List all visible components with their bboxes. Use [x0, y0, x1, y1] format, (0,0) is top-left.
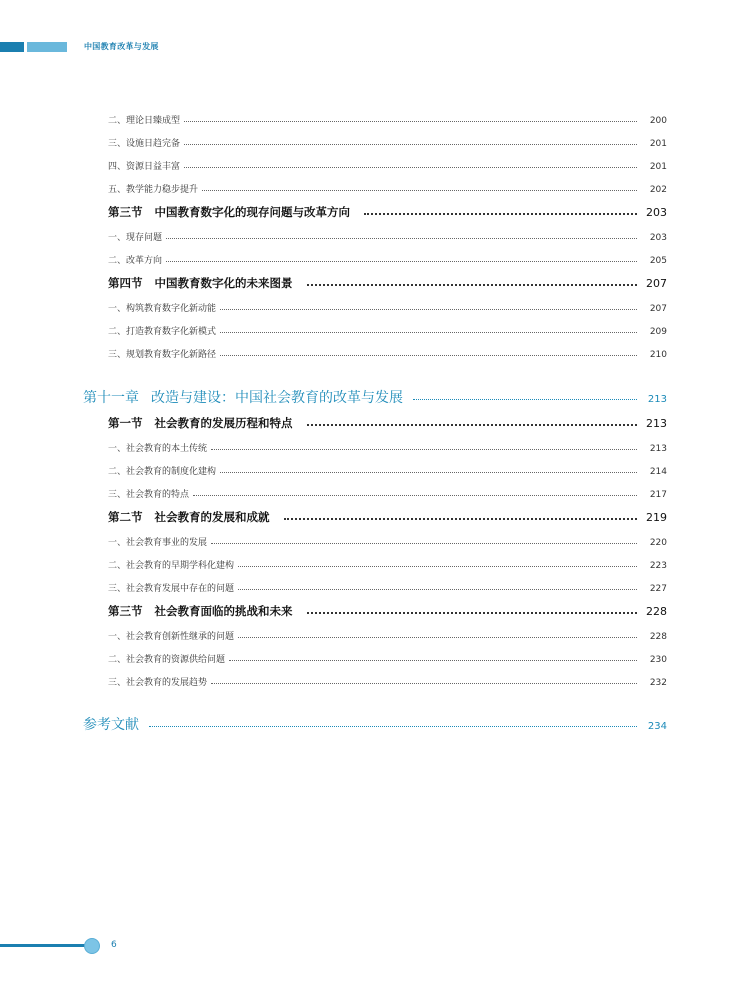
toc-item[interactable]	[108, 487, 667, 500]
toc-item[interactable]	[108, 629, 667, 642]
dot-leader	[307, 284, 638, 286]
toc-item-page: 228	[649, 632, 667, 642]
dot-leader	[211, 543, 637, 544]
section-page: 219	[646, 511, 667, 524]
dot-leader	[149, 726, 637, 727]
toc-item-page: 230	[649, 655, 667, 665]
toc-item-title: 三、社会教育的发展趋势	[108, 678, 208, 688]
dot-leader	[202, 190, 637, 191]
dot-leader	[284, 518, 638, 520]
page-number: 6	[111, 940, 117, 950]
toc-item[interactable]	[108, 301, 667, 314]
section-title: 中国教育数字化的现存问题与改革方向	[154, 205, 350, 219]
toc-item-page: 213	[649, 444, 667, 454]
toc-item-page: 227	[649, 584, 667, 594]
toc-item-title: 三、设施日趋完备	[108, 139, 181, 149]
section-page: 203	[646, 206, 667, 219]
toc-item-title: 一、构筑教育数字化新动能	[108, 304, 217, 314]
toc-item-title: 一、社会教育创新性继承的问题	[108, 632, 235, 642]
dot-leader	[238, 589, 637, 590]
toc-item[interactable]	[108, 652, 667, 665]
toc-item-page: 220	[649, 538, 667, 548]
dot-leader	[364, 213, 637, 215]
dot-leader	[238, 637, 637, 638]
section-label: 第四节	[108, 276, 143, 290]
toc-item-title: 二、社会教育的早期学科化建构	[108, 561, 235, 571]
references-title: 参考文献	[83, 717, 139, 733]
dot-leader	[184, 144, 637, 145]
toc-chapter-11[interactable]	[83, 387, 667, 407]
dot-leader	[211, 449, 637, 450]
toc-item-title: 一、现存问题	[108, 233, 163, 243]
chapter-title: 改造与建设：中国社会教育的改革与发展	[151, 390, 403, 406]
toc-item[interactable]	[108, 230, 667, 243]
toc-section-11-2[interactable]	[108, 509, 667, 525]
toc-item-title: 五、教学能力稳步提升	[108, 185, 199, 195]
section-title: 社会教育的发展历程和特点	[154, 416, 293, 430]
chapter-page: 213	[647, 394, 667, 405]
section-label: 第一节	[108, 416, 143, 430]
toc-references[interactable]	[83, 714, 667, 734]
dot-leader	[229, 660, 637, 661]
toc-section-11-3[interactable]	[108, 603, 667, 619]
dot-leader	[193, 495, 637, 496]
toc-item[interactable]	[108, 535, 667, 548]
toc-item-page: 214	[649, 467, 667, 477]
toc-item-page: 207	[649, 304, 667, 314]
section-label: 第三节	[108, 205, 143, 219]
toc-item[interactable]	[108, 159, 667, 172]
dot-leader	[166, 261, 637, 262]
toc-item-page: 232	[649, 678, 667, 688]
toc-item[interactable]	[108, 558, 667, 571]
toc-section-11-1[interactable]	[108, 415, 667, 431]
chapter-label: 第十一章	[83, 390, 139, 406]
dot-leader	[238, 566, 637, 567]
section-page: 207	[646, 277, 667, 290]
toc-item[interactable]	[108, 675, 667, 688]
toc-item-title: 三、规划教育数字化新路径	[108, 350, 217, 360]
footer-dot-ornament	[84, 938, 100, 954]
section-page: 228	[646, 605, 667, 618]
toc-item-page: 201	[649, 139, 667, 149]
toc-item[interactable]	[108, 324, 667, 337]
toc-item[interactable]	[108, 464, 667, 477]
running-head: 中国教育改革与发展	[84, 42, 159, 51]
toc-item-page: 223	[649, 561, 667, 571]
section-title: 社会教育面临的挑战和未来	[154, 604, 293, 618]
toc-item-title: 三、社会教育发展中存在的问题	[108, 584, 235, 594]
toc-item[interactable]	[108, 136, 667, 149]
dot-leader	[220, 332, 637, 333]
dot-leader	[413, 399, 637, 400]
toc-item-page: 209	[649, 327, 667, 337]
toc-item-title: 一、社会教育事业的发展	[108, 538, 208, 548]
toc-item-page: 205	[649, 256, 667, 266]
toc-item[interactable]	[108, 581, 667, 594]
toc-item-page: 210	[649, 350, 667, 360]
toc-item-title: 二、社会教育的制度化建构	[108, 467, 217, 477]
footer-rule	[0, 944, 88, 947]
section-page: 213	[646, 417, 667, 430]
toc-item-title: 四、资源日益丰富	[108, 162, 181, 172]
header-bar-light-segment	[27, 42, 67, 52]
dot-leader	[184, 121, 637, 122]
toc-item[interactable]	[108, 347, 667, 360]
toc-item-title: 二、改革方向	[108, 256, 163, 266]
dot-leader	[307, 612, 638, 614]
section-label: 第二节	[108, 510, 143, 524]
toc-section-4[interactable]	[108, 275, 667, 291]
toc-item-title: 二、打造教育数字化新模式	[108, 327, 217, 337]
dot-leader	[307, 424, 638, 426]
toc-item[interactable]	[108, 253, 667, 266]
section-title: 社会教育的发展和成就	[154, 510, 270, 524]
toc-item-title: 三、社会教育的特点	[108, 490, 190, 500]
header-color-bar	[0, 42, 70, 56]
dot-leader	[211, 683, 637, 684]
toc-item-title: 二、社会教育的资源供给问题	[108, 655, 226, 665]
toc-item-page: 201	[649, 162, 667, 172]
toc-item-page: 202	[649, 185, 667, 195]
dot-leader	[166, 238, 637, 239]
dot-leader	[220, 355, 637, 356]
section-label: 第三节	[108, 604, 143, 618]
section-title: 中国教育数字化的未来图景	[154, 276, 293, 290]
toc-item-page: 217	[649, 490, 667, 500]
header-bar-dark-segment	[0, 42, 24, 52]
toc-item-title: 一、社会教育的本土传统	[108, 444, 208, 454]
toc-item[interactable]	[108, 441, 667, 454]
toc-item-title: 二、理论日臻成型	[108, 116, 181, 126]
toc-item-page: 203	[649, 233, 667, 243]
references-page: 234	[647, 721, 667, 732]
toc-item-page: 200	[649, 116, 667, 126]
toc-section-3[interactable]	[108, 204, 667, 220]
dot-leader	[184, 167, 637, 168]
toc-item[interactable]	[108, 113, 667, 126]
dot-leader	[220, 309, 637, 310]
toc-item[interactable]	[108, 182, 667, 195]
dot-leader	[220, 472, 637, 473]
